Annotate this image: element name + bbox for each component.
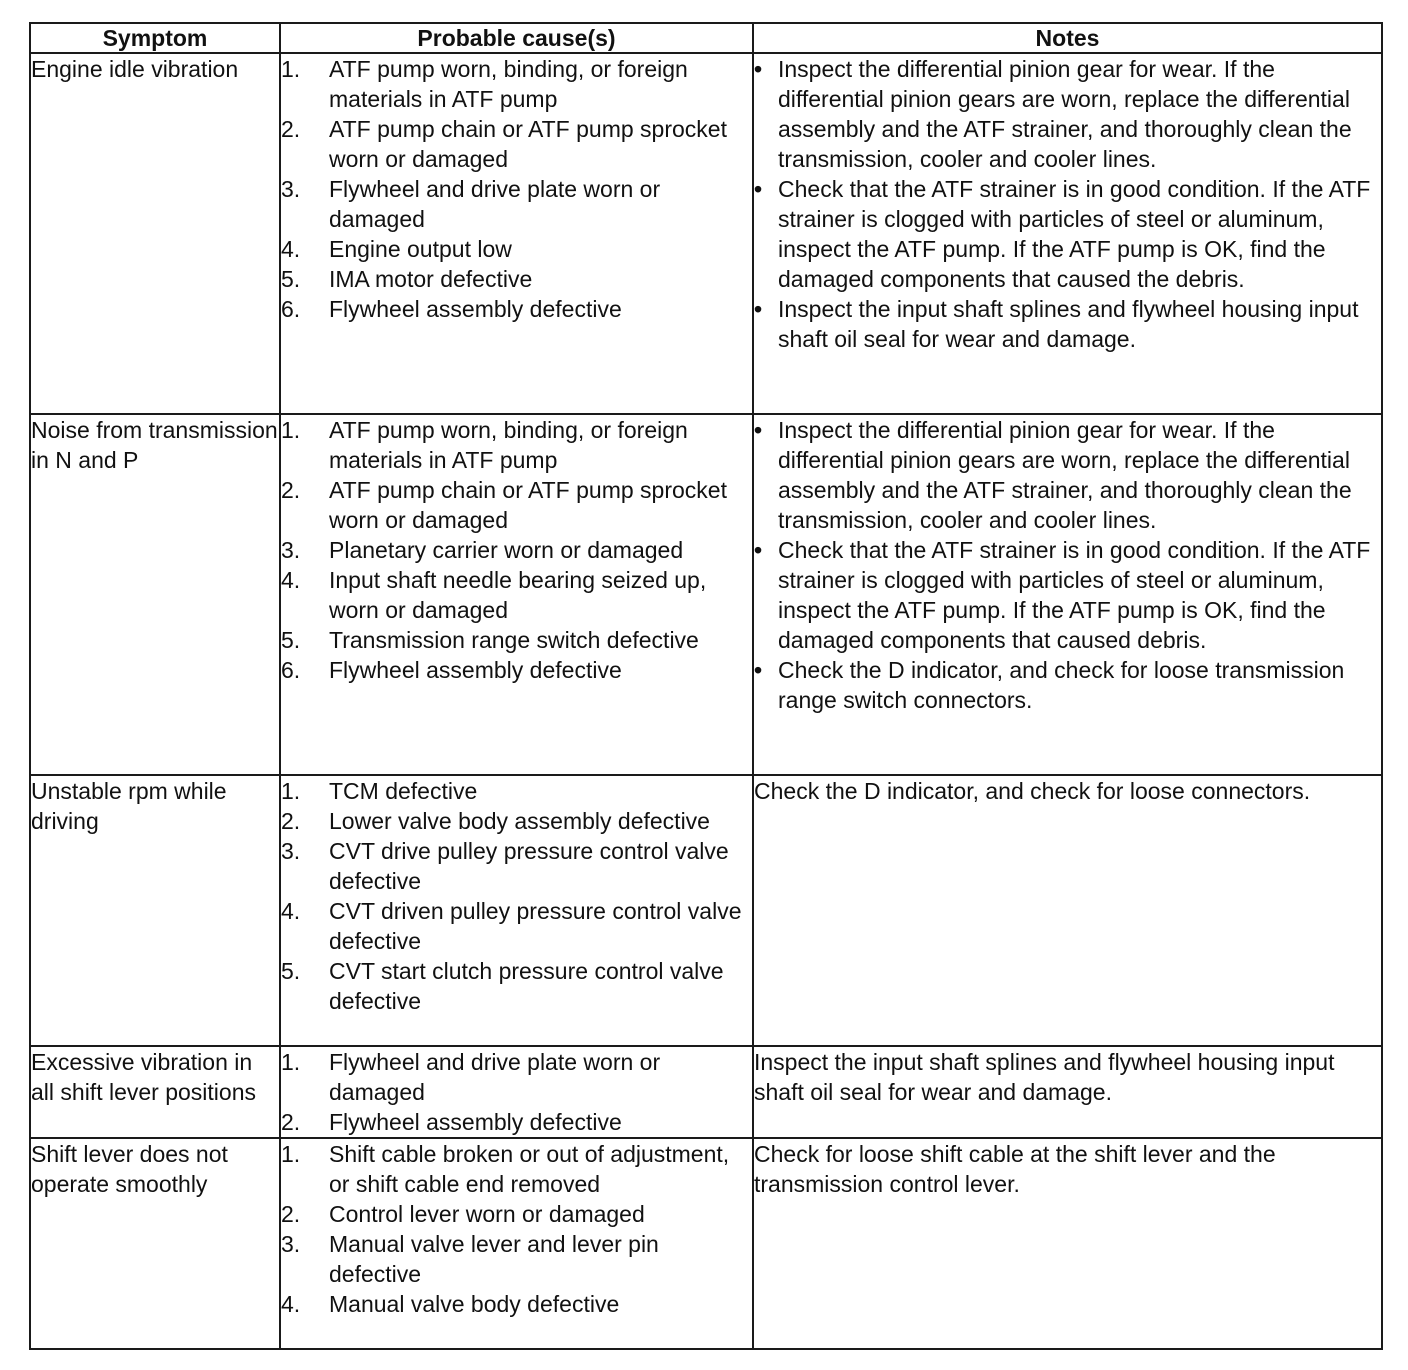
- notes-list: [754, 54, 1381, 354]
- cause-item: 3. CVT drive pulley pressure control valve defective: [281, 838, 729, 894]
- causes-cell: [280, 1046, 753, 1138]
- cause-item: 4. Input shaft needle bearing seized up, worn or damaged: [281, 567, 707, 623]
- causes-list: [281, 54, 752, 324]
- causes-cell: [280, 775, 753, 1046]
- note-item: • Check that the ATF strainer is in good condition. If the ATF strainer is clogged with particles of steel or aluminum, inspect the ATF pump. If the ATF pump is OK, find the damaged components that caused the debris.: [754, 176, 1371, 292]
- header-probable-causes: Probable cause(s): [280, 23, 753, 53]
- troubleshooting-table: [29, 22, 1383, 1350]
- note-item: • Inspect the input shaft splines and flywheel housing input shaft oil seal for wear and damage.: [754, 296, 1359, 352]
- symptom-cell: Noise from transmission in N and P: [30, 414, 280, 775]
- causes-list: [281, 415, 752, 685]
- note-item: • Inspect the differential pinion gear for wear. If the differential pinion gears are worn, replace the differential assembly and the ATF strainer, and thoroughly clean the transmission, cooler and cooler lines.: [754, 417, 1352, 533]
- bullet-icon: •: [754, 537, 763, 563]
- cause-item: 2. Control lever worn or damaged: [281, 1201, 645, 1227]
- cause-item: 5. Transmission range switch defective: [281, 627, 699, 653]
- causes-cell: [280, 1138, 753, 1349]
- cause-item: 2. ATF pump chain or ATF pump sprocket worn or damaged: [281, 477, 727, 533]
- symptom-cell: Engine idle vibration: [30, 53, 280, 414]
- cause-item: 1. ATF pump worn, binding, or foreign materials in ATF pump: [281, 417, 688, 473]
- table-row: [30, 1046, 1382, 1138]
- table-row: [30, 53, 1382, 414]
- cause-item: 5. IMA motor defective: [281, 266, 533, 292]
- cause-item: 4. Engine output low: [281, 236, 512, 262]
- table-row: [30, 414, 1382, 775]
- cause-item: 4. Manual valve body defective: [281, 1291, 620, 1317]
- header-row: [30, 23, 1382, 53]
- cause-item: 1. Flywheel and drive plate worn or damaged: [281, 1049, 661, 1105]
- bullet-icon: •: [754, 56, 763, 82]
- notes-cell: Inspect the input shaft splines and flywheel housing input shaft oil seal for wear and damage.: [753, 1046, 1382, 1138]
- symptom-cell: Excessive vibration in all shift lever positions: [30, 1046, 280, 1138]
- table-row: [30, 1138, 1382, 1349]
- bullet-icon: •: [754, 657, 763, 683]
- notes-list: [754, 415, 1381, 715]
- causes-cell: [280, 414, 753, 775]
- notes-cell: Check for loose shift cable at the shift lever and the transmission control lever.: [753, 1138, 1382, 1349]
- notes-cell: [753, 414, 1382, 775]
- cause-item: 3. Manual valve lever and lever pin defective: [281, 1231, 659, 1287]
- cause-item: 4. CVT driven pulley pressure control valve defective: [281, 898, 742, 954]
- cause-item: 1. Shift cable broken or out of adjustment, or shift cable end removed: [281, 1141, 730, 1197]
- cause-item: 6. Flywheel assembly defective: [281, 296, 622, 322]
- cause-item: 1. ATF pump worn, binding, or foreign materials in ATF pump: [281, 56, 688, 112]
- symptom-cell: Unstable rpm while driving: [30, 775, 280, 1046]
- causes-list: [281, 776, 752, 1016]
- bullet-icon: •: [754, 296, 763, 322]
- cause-item: 3. Planetary carrier worn or damaged: [281, 537, 684, 563]
- note-item: • Inspect the differential pinion gear for wear. If the differential pinion gears are worn, replace the differential assembly and the ATF strainer, and thoroughly clean the transmission, cooler and cooler lines.: [754, 56, 1352, 172]
- notes-cell: Check the D indicator, and check for loose connectors.: [753, 775, 1382, 1046]
- note-item: • Check the D indicator, and check for loose transmission range switch connectors.: [754, 657, 1345, 713]
- cause-item: 3. Flywheel and drive plate worn or damaged: [281, 176, 661, 232]
- bullet-icon: •: [754, 417, 763, 443]
- causes-list: [281, 1139, 752, 1319]
- notes-cell: [753, 53, 1382, 414]
- bullet-icon: •: [754, 176, 763, 202]
- causes-cell: [280, 53, 753, 414]
- cause-item: 2. Lower valve body assembly defective: [281, 808, 710, 834]
- header-notes: Notes: [753, 23, 1382, 53]
- cause-item: 2. ATF pump chain or ATF pump sprocket worn or damaged: [281, 116, 727, 172]
- note-item: • Check that the ATF strainer is in good condition. If the ATF strainer is clogged with particles of steel or aluminum, inspect the ATF pump. If the ATF pump is OK, find the damaged components that caused debris.: [754, 537, 1371, 653]
- cause-item: 1. TCM defective: [281, 778, 478, 804]
- symptom-cell: Shift lever does not operate smoothly: [30, 1138, 280, 1349]
- causes-list: [281, 1047, 752, 1137]
- cause-item: 5. CVT start clutch pressure control valve defective: [281, 958, 724, 1014]
- cause-item: 6. Flywheel assembly defective: [281, 657, 622, 683]
- cause-item: 2. Flywheel assembly defective: [281, 1109, 622, 1135]
- header-symptom: Symptom: [30, 23, 280, 53]
- table-row: [30, 775, 1382, 1046]
